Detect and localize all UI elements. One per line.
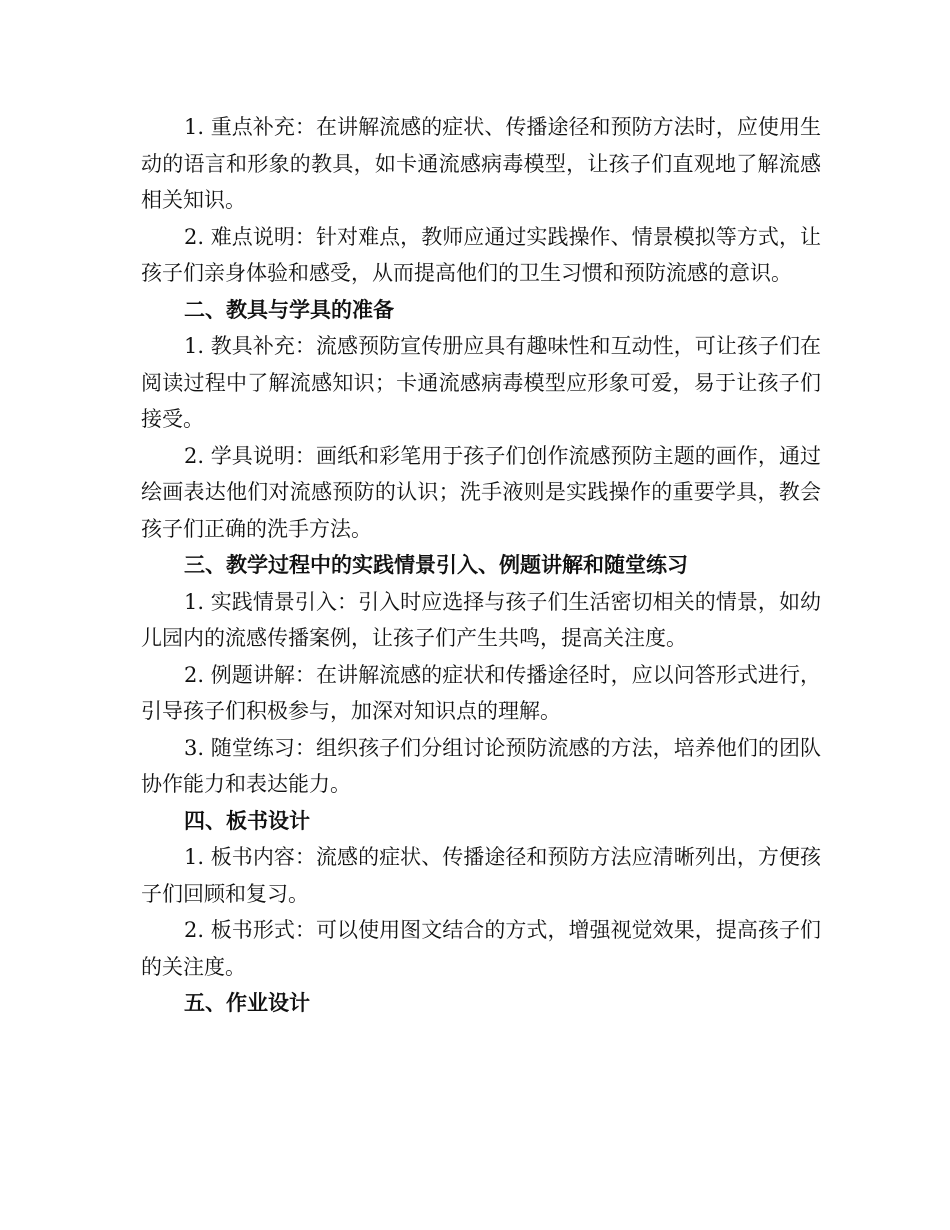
- paragraph-scenario-intro: 1. 实践情景引入：引入时应选择与孩子们生活密切相关的情景，如幼儿园内的流感传播案例，让孩子们产生共鸣，提高关注度。: [141, 589, 821, 650]
- paragraph-teaching-aids: 1. 教具补充：流感预防宣传册应具有趣味性和互动性，可让孩子们在阅读过程中了解流感知识；卡通流感病毒模型应形象可爱，易于让孩子们接受。: [141, 334, 821, 431]
- section-heading-homework-design: 五、作业设计: [184, 991, 310, 1015]
- document-body: [141, 109, 821, 1022]
- paragraph-difficulties: 2. 难点说明：针对难点，教师应通过实践操作、情景模拟等方式，让孩子们亲身体验和感受，从而提高他们的卫生习惯和预防流感的意识。: [141, 224, 821, 285]
- paragraph-learning-tools: 2. 学具说明：画纸和彩笔用于孩子们创作流感预防主题的画作，通过绘画表达他们对流感预防的认识；洗手液则是实践操作的重要学具，教会孩子们正确的洗手方法。: [141, 443, 821, 541]
- section-heading-teaching-process: 三、教学过程中的实践情景引入、例题讲解和随堂练习: [184, 553, 688, 577]
- section-heading-teaching-aids: 二、教具与学具的准备: [184, 297, 394, 322]
- paragraph-example-explanation: 2. 例题讲解：在讲解流感的症状和传播途径时，应以问答形式进行，引导孩子们积极参与，加深对知识点的理解。: [141, 662, 821, 723]
- paragraph-blackboard-content: 1. 板书内容：流感的症状、传播途径和预防方法应清晰列出，方便孩子们回顾和复习。: [141, 845, 821, 906]
- paragraph-key-points: 1. 重点补充：在讲解流感的症状、传播途径和预防方法时，应使用生动的语言和形象的教具，如卡通流感病毒模型，让孩子们直观地了解流感相关知识。: [141, 115, 821, 212]
- section-heading-blackboard-design: 四、板书设计: [184, 808, 310, 833]
- paragraph-blackboard-form: 2. 板书形式：可以使用图文结合的方式，增强视觉效果，提高孩子们的关注度。: [141, 918, 821, 979]
- paragraph-class-practice: 3. 随堂练习：组织孩子们分组讨论预防流感的方法，培养他们的团队协作能力和表达能力。: [141, 735, 821, 796]
